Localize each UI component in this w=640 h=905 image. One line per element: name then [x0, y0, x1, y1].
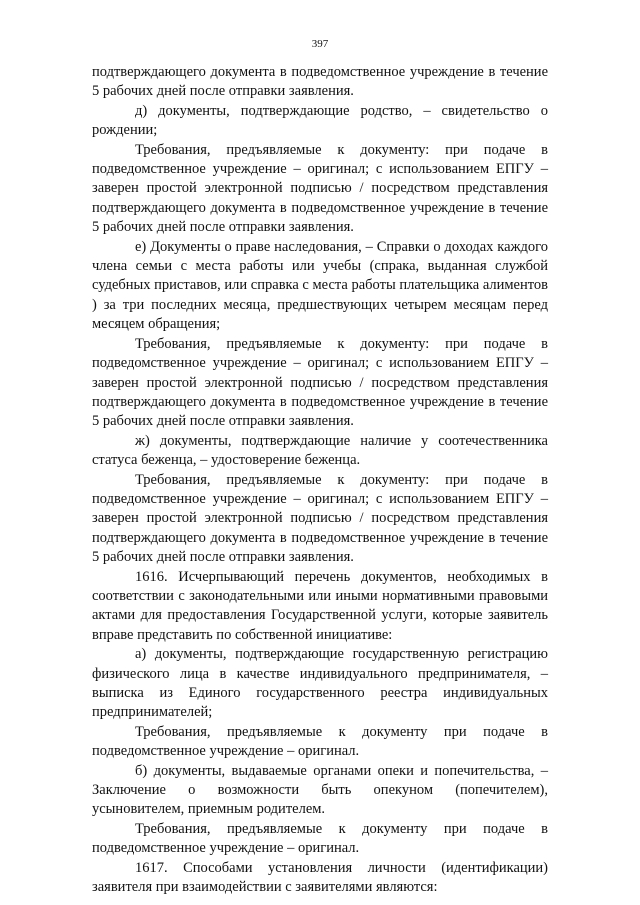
paragraph-requirements: Требования, предъявляемые к документу: при подаче в подведомственное учреждение – оригинал; с использованием ЕПГУ – заверен простой электронной подписью / посредством представления подтверждающего документа в подведомственное учреждение в течение 5 рабочих дней после отправки заявления. [92, 335, 548, 430]
page-number: 397 [311, 38, 329, 50]
paragraph-continuation: подтверждающего документа в подведомственное учреждение в течение 5 рабочих дней после отправки заявления. [92, 64, 548, 100]
paragraph-item-zh: ж) документы, подтверждающие наличие у соотечественника статуса беженца, – удостоверение беженца. [92, 432, 548, 469]
paragraph-item-d: д) документы, подтверждающие родство, – свидетельство о рождении; [92, 102, 548, 139]
paragraph-section-1617: 1617. Способами установления личности (идентификации) заявителя при взаимодействии с заявителями являются: [92, 859, 548, 896]
paragraph-requirements: Требования, предъявляемые к документу при подаче в подведомственное учреждение – оригинал. [92, 723, 548, 760]
paragraph-section-1616: 1616. Исчерпывающий перечень документов, необходимых в соответствии с законодательными или иными нормативными правовыми актами для предоставления Государственной услуги, которые заявитель вправе представить по собственной инициативе: [92, 568, 548, 643]
paragraph-requirements: Требования, предъявляемые к документу: при подаче в подведомственное учреждение – оригинал; с использованием ЕПГУ – заверен простой электронной подписью / посредством представления подтверждающего документа в подведомственное учреждение в течение 5 рабочих дней после отправки заявления. [92, 471, 548, 566]
paragraph-item-e: е) Документы о праве наследования, – Справки о доходах каждого члена семьи с места работы или учебы (спрака, выданная службой судебных приставов, или справка с места работы плательщика алиментов ) за три последних месяца, предшествующих четырем месяцам перед месяцем обращения; [92, 238, 548, 333]
paragraph-item-a: а) документы, подтверждающие государственную регистрацию физического лица в качестве индивидуального предпринимателя, – выписка из Единого государственного реестра индивидуальных предпринимателей; [92, 646, 548, 721]
document-body [92, 63, 548, 897]
paragraph-requirements: Требования, предъявляемые к документу: при подаче в подведомственное учреждение – оригинал; с использованием ЕПГУ – заверен простой электронной подписью / посредством представления подтверждающего документа в подведомственное учреждение в течение 5 рабочих дней после отправки заявления. [92, 141, 548, 236]
paragraph-item-b: б) документы, выдаваемые органами опеки и попечительства, – Заключение о возможности быть опекуном (попечителем), усыновителем, приемным родителем. [92, 762, 548, 818]
paragraph-requirements: Требования, предъявляемые к документу при подаче в подведомственное учреждение – оригинал. [92, 820, 548, 857]
